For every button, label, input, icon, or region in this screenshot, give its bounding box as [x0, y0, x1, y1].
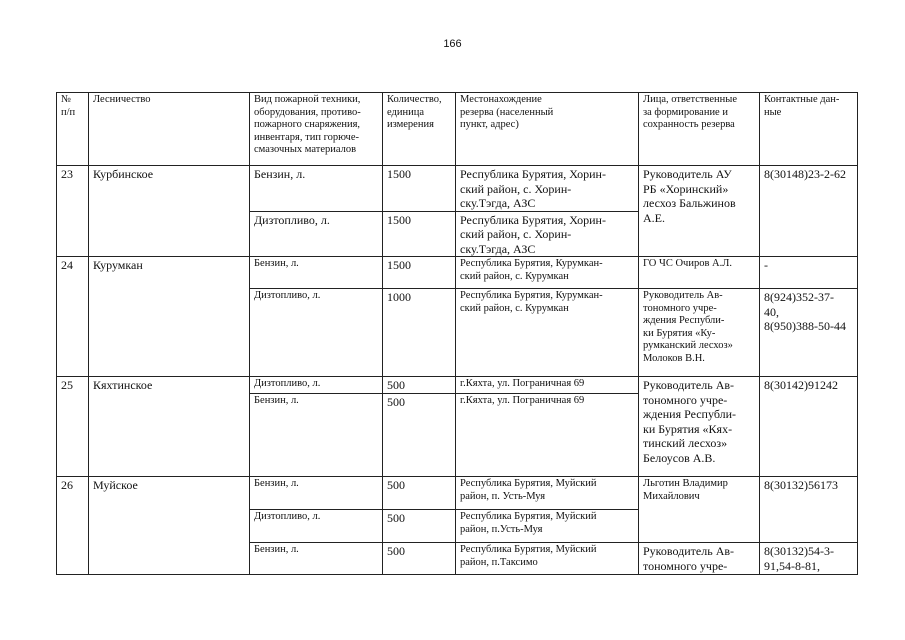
contact-info: 8(924)352-37- 40, 8(950)388-50-44 [760, 289, 858, 377]
table-row [57, 377, 858, 394]
location: Республика Бурятия, Хорин- ский район, с. Хорин- ску.Тэгда, АЗС [456, 166, 639, 212]
table-row [57, 166, 858, 212]
page-number: 166 [443, 38, 462, 50]
location: Республика Бурятия, Хорин- ский район, с. Хорин- ску.Тэгда, АЗС [456, 211, 639, 257]
location: г.Кяхта, ул. Пограничная 69 [456, 377, 639, 394]
responsible-person: Льготин Владимир Михайлович [639, 477, 760, 543]
forestry-name: Курумкан [89, 257, 250, 377]
row-number: 23 [57, 166, 89, 257]
row-number: 25 [57, 377, 89, 477]
header-num: № п/п [57, 93, 89, 166]
contact-info: - [760, 257, 858, 289]
location: Республика Бурятия, Муйский район, п.Таксимо [456, 543, 639, 575]
table-row [57, 257, 858, 289]
location: Республика Бурятия, Муйский район, п.Усть-Муя [456, 510, 639, 543]
header-responsible: Лица, ответственные за формирование и сохранность резерва [639, 93, 760, 166]
fire-reserve-table [56, 92, 858, 575]
header-equipment-type: Вид пожарной техники, оборудования, противо- пожарного снаряжения, инвентаря, тип горюче- смазочных материалов [250, 93, 383, 166]
quantity: 1000 [383, 289, 456, 377]
contact-info: 8(30132)56173 [760, 477, 858, 543]
forestry-name: Муйское [89, 477, 250, 575]
responsible-person: Руководитель Ав- тономного учре- ждения Республи- ки Бурятия «Кях- тинский лесхоз» Белоусов А.В. [639, 377, 760, 477]
forestry-name: Курбинское [89, 166, 250, 257]
responsible-person: Руководитель Ав- тономного учре- [639, 543, 760, 575]
equipment-type: Бензин, л. [250, 543, 383, 575]
header-forestry: Лесничество [89, 93, 250, 166]
quantity: 1500 [383, 257, 456, 289]
quantity: 1500 [383, 211, 456, 257]
quantity: 1500 [383, 166, 456, 212]
equipment-type: Дизтопливо, л. [250, 377, 383, 394]
contact-info: 8(30142)91242 [760, 377, 858, 477]
equipment-type: Бензин, л. [250, 166, 383, 212]
row-number: 26 [57, 477, 89, 575]
quantity: 500 [383, 510, 456, 543]
location: Республика Бурятия, Курумкан- ский район, с. Курумкан [456, 257, 639, 289]
table-row [57, 477, 858, 510]
location: г.Кяхта, ул. Пограничная 69 [456, 394, 639, 477]
header-quantity: Количество, единица измерения [383, 93, 456, 166]
responsible-person: ГО ЧС Очиров А.Л. [639, 257, 760, 289]
location: Республика Бурятия, Курумкан- ский район, с. Курумкан [456, 289, 639, 377]
row-number: 24 [57, 257, 89, 377]
equipment-type: Дизтопливо, л. [250, 211, 383, 257]
contact-info: 8(30148)23-2-62 [760, 166, 858, 257]
equipment-type: Дизтопливо, л. [250, 289, 383, 377]
equipment-type: Бензин, л. [250, 394, 383, 477]
quantity: 500 [383, 477, 456, 510]
contact-info: 8(30132)54-3- 91,54-8-81, [760, 543, 858, 575]
header-contacts: Контактные дан- ные [760, 93, 858, 166]
equipment-type: Бензин, л. [250, 477, 383, 510]
responsible-person: Руководитель АУ РБ «Хоринский» лесхоз Бальжинов А.Е. [639, 166, 760, 257]
quantity: 500 [383, 394, 456, 477]
location: Республика Бурятия, Муйский район, п. Усть-Муя [456, 477, 639, 510]
equipment-type: Бензин, л. [250, 257, 383, 289]
table-header-row [57, 93, 858, 166]
equipment-type: Дизтопливо, л. [250, 510, 383, 543]
quantity: 500 [383, 377, 456, 394]
header-location: Местонахождение резерва (населенный пункт, адрес) [456, 93, 639, 166]
forestry-name: Кяхтинское [89, 377, 250, 477]
quantity: 500 [383, 543, 456, 575]
responsible-person: Руководитель Ав- тономного учре- ждения Республи- ки Бурятия «Ку- румканский лесхоз» Молоков В.Н. [639, 289, 760, 377]
